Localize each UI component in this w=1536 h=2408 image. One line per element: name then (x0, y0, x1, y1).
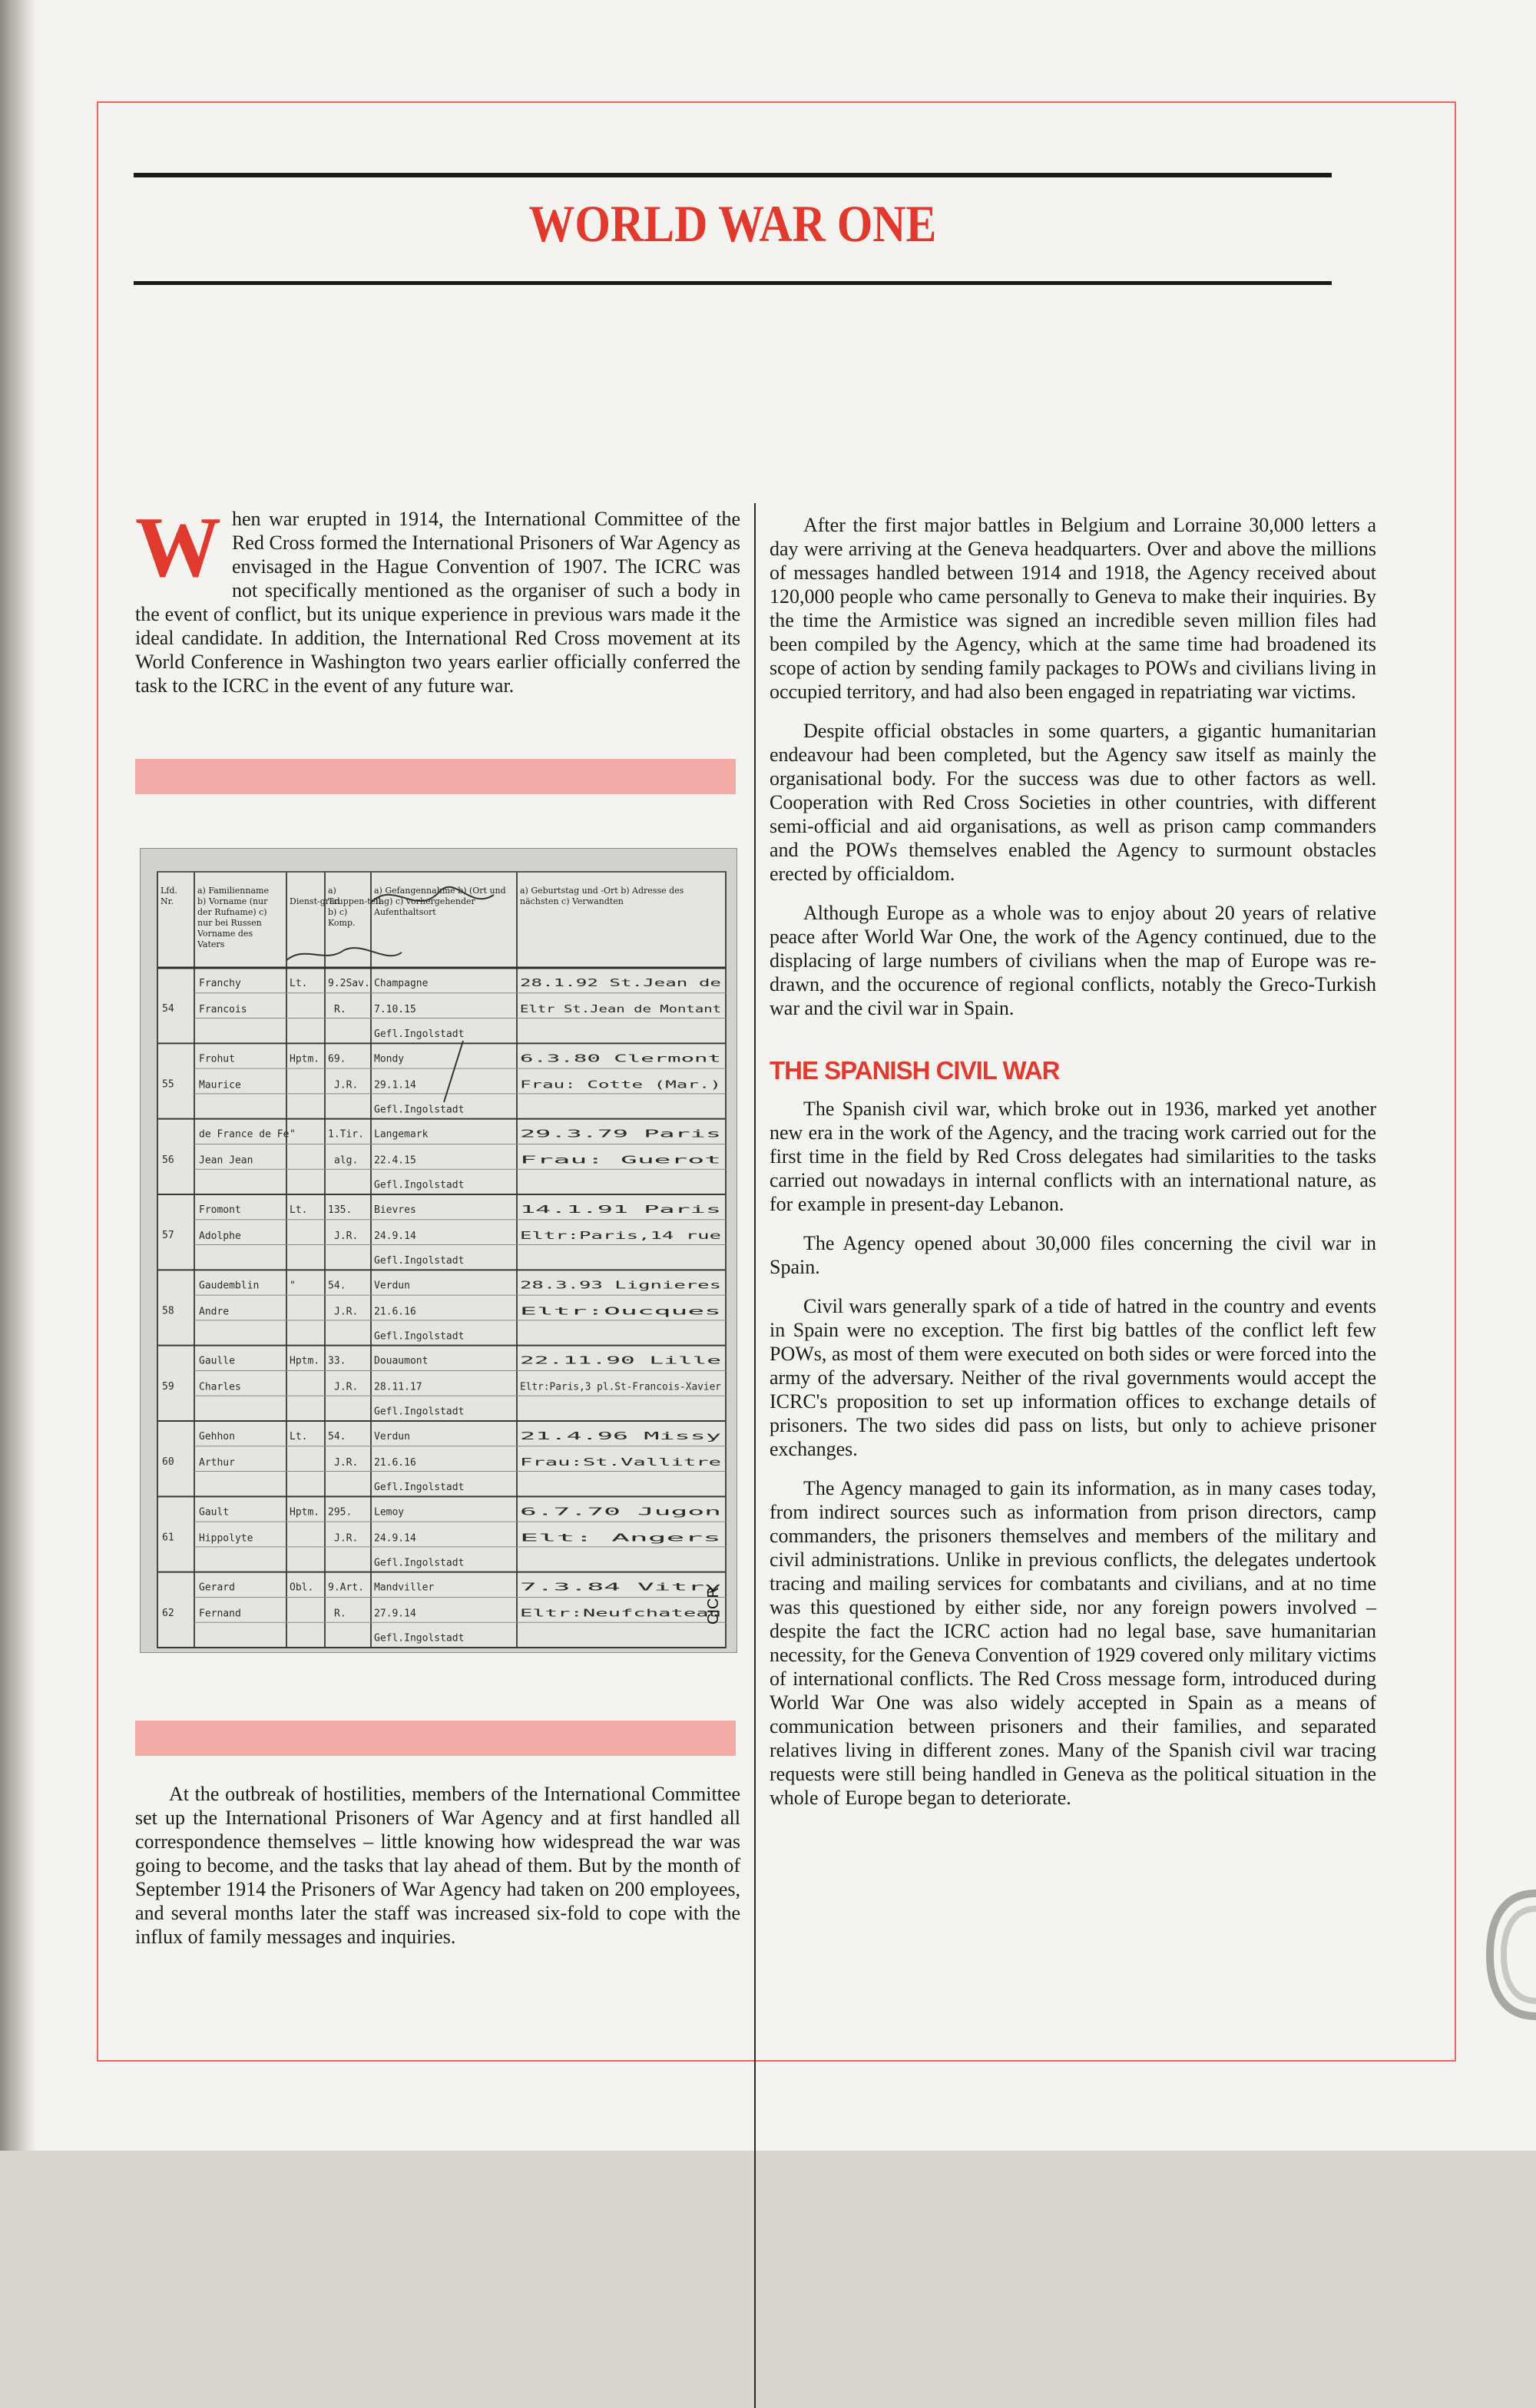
register-capture-place: Mondy (374, 1053, 405, 1065)
register-capture-date: 28.11.17 (374, 1381, 422, 1393)
register-relative-address: Frau:St.Vallitre (520, 1457, 722, 1469)
register-row-number: 57 (162, 1230, 174, 1242)
title-rule-top (134, 173, 1332, 177)
right-paragraph-2: Despite official obstacles in some quarters, a gigantic humanitarian endeavour had been completed, but the Agency saw itself as mainly the organisational body. For the success was due to other factors as well. Cooperation with Red Cross Societies in other countries, with different semi-official and aid organisations, as well as prison camp commanders and the POWs themselves enabled the Agency to surmount obstacles erected by officialdom. (770, 720, 1376, 885)
register-header-text: a) Familienname (197, 886, 269, 896)
register-unit: 1.Tir. (328, 1128, 364, 1141)
register-first-name: Andre (199, 1306, 230, 1318)
register-header-text: der Rufname) c) (197, 907, 267, 917)
register-capture-date: 29.1.14 (374, 1079, 416, 1091)
register-capture-date: 24.9.14 (374, 1532, 416, 1545)
register-family-name: de France de Fe (199, 1128, 290, 1141)
register-camp: Gefl.Ingolstadt (374, 1482, 465, 1493)
register-family-name: Gerard (199, 1582, 235, 1594)
right-paragraph-5: The Agency opened about 30,000 files concerning the civil war in Spain. (770, 1232, 1376, 1278)
register-header-text: Truppen-teil (328, 896, 382, 906)
register-relative-address: Frau: Guerot (520, 1154, 721, 1167)
register-unit: 69. (328, 1053, 346, 1065)
register-capture-place: Langemark (374, 1128, 429, 1141)
register-header-text: b) c) (328, 907, 348, 917)
register-rank: Hptm. (290, 1355, 320, 1367)
register-header-text: nächsten c) Verwandten (520, 896, 624, 906)
register-capture-place: Verdun (374, 1431, 410, 1442)
paper-clip-icon (1459, 1878, 1536, 2032)
register-rank: Obl. (290, 1582, 314, 1594)
register-birth: 14.1.91 Paris (520, 1204, 721, 1216)
register-unit: 33. (328, 1355, 346, 1367)
photo-credit: CICR (705, 1587, 722, 1625)
register-capture-date: 7.10.15 (374, 1004, 416, 1015)
drop-cap: W (135, 500, 221, 595)
register-capture-place: Lemoy (374, 1506, 405, 1519)
register-family-name: Gaudemblin (199, 1280, 260, 1292)
right-paragraph-4: The Spanish civil war, which broke out in 1936, marked yet another new era in the work of the Agency, and the tracing work carried out for the first time in the field by Red Cross delegates had similarities to the tasks carried out nowadays in internal conflicts with an international nature, as for example in present-day Lebanon. (770, 1098, 1376, 1215)
right-paragraph-3: Although Europe as a whole was to enjoy about 20 years of relative peace after World War One, the work of the Agency continued, due to the displacing of large numbers of civilians when the map of Europe was re-drawn, and the occurence of regional conflicts, notably the Greco-Turkish war and the civil war in Spain. (770, 902, 1376, 1019)
register-first-name: Francois (199, 1004, 247, 1015)
register-birth: 7.3.84 Vitry (520, 1582, 722, 1594)
register-capture-date: 21.6.16 (374, 1306, 416, 1318)
register-unit-detail: alg. (334, 1154, 359, 1167)
register-header-text: Aufenthaltsort (374, 907, 436, 917)
register-first-name: Hippolyte (199, 1532, 253, 1545)
register-header-text: Lfd. (161, 886, 177, 896)
page-title: WORLD WAR ONE (528, 194, 937, 253)
register-row-number: 61 (162, 1532, 174, 1544)
register-header-text: Tag) c) vorhergehender (374, 896, 475, 906)
register-birth: 22.11.90 Lille (520, 1355, 722, 1367)
register-family-name: Gault (199, 1506, 230, 1519)
register-family-name: Franchy (199, 978, 241, 989)
right-paragraph-7: The Agency managed to gain its information, as in many cases today, from indirect sources such as information from prison directors, camp commanders, the prisoners themselves and members of the military and civil administrations. Unlike in previous conflicts, the delegates undertook tracing and mailing services for combatants and civilians, and at no time was this questioned by either side, nor any foreign powers involved – despite the fact the ICRC action had no legal base, save humanitarian necessity, for the Geneva Convention of 1929 covered only military victims of international conflicts. The Red Cross message form, introduced during World War One was also widely accepted in Spain as a means of communication between prisoners and their families, and separated relatives living in different zones. Many of the Spanish civil war tracing requests were still being handled in Geneva as the political situation in the whole of Europe began to deteriorate. (770, 1477, 1376, 1809)
register-header-text: Dienst-grad (290, 896, 340, 906)
register-row-number: 54 (162, 1003, 174, 1015)
register-unit-detail: J.R. (334, 1457, 359, 1469)
register-unit: 295. (328, 1506, 353, 1519)
register-row-number: 56 (162, 1154, 174, 1166)
register-header-text: a) (328, 886, 336, 896)
register-row-number: 59 (162, 1380, 174, 1393)
register-capture-place: Verdun (374, 1280, 410, 1292)
register-relative-address: Eltr St.Jean de Montant (520, 1004, 721, 1015)
register-relative-address: Eltr:Paris,3 pl.St-Francois-Xavier (520, 1381, 722, 1393)
register-unit-detail: J.R. (334, 1532, 359, 1545)
pink-divider-bar (135, 1721, 736, 1756)
register-row-number: 58 (162, 1305, 174, 1317)
register-birth: 28.3.93 Lignieres (520, 1280, 721, 1292)
register-unit: 135. (328, 1204, 353, 1216)
register-first-name: Fernand (199, 1608, 241, 1620)
register-relative-address: Eltr:Oucques (520, 1306, 721, 1318)
register-birth: 29.3.79 Paris (520, 1128, 721, 1141)
register-rank: Hptm. (290, 1506, 320, 1519)
register-rank: Lt. (290, 1204, 308, 1216)
register-row-number: 55 (162, 1078, 174, 1091)
register-camp: Gefl.Ingolstadt (374, 1406, 465, 1418)
right-paragraph-1: After the first major battles in Belgium and Lorraine 30,000 letters a day were arriving at the Geneva headquarters. Over and above the millions of messages handled between 1914 and 1918, the Agency received about 120,000 people who came personally to Geneva to make their inquiries. By the time the Armistice was signed an incredible seven million files had been compiled by the Agency, which at the same time had broadened its scope of action by sending family packages to POWs and civilians living in occupied territory, and had also been engaged in repatriating war victims. (770, 514, 1376, 703)
register-camp: Gefl.Ingolstadt (374, 1255, 465, 1267)
prisoner-register-photo (140, 848, 737, 1653)
register-family-name: Fromont (199, 1204, 241, 1216)
register-birth: 6.3.80 Clermont (520, 1053, 721, 1065)
register-camp: Gefl.Ingolstadt (374, 1104, 465, 1116)
register-unit-detail: R. (334, 1004, 346, 1015)
register-relative-address: Elt: Angers (520, 1532, 721, 1545)
left-bottom-paragraph (135, 1782, 740, 1949)
register-camp: Gefl.Ingolstadt (374, 1028, 465, 1040)
register-family-name: Gaulle (199, 1355, 235, 1367)
register-rank: Lt. (290, 1431, 308, 1442)
register-capture-date: 24.9.14 (374, 1230, 416, 1242)
register-first-name: Arthur (199, 1457, 235, 1469)
register-relative-address: Eltr:Neufchateau (520, 1608, 721, 1620)
register-camp: Gefl.Ingolstadt (374, 1330, 465, 1343)
register-header-text: b) Vorname (nur (197, 896, 268, 906)
register-capture-place: Douaumont (374, 1355, 429, 1367)
register-header-text: Vaters (197, 939, 225, 949)
register-unit-detail: J.R. (334, 1381, 359, 1393)
register-unit-detail: J.R. (334, 1306, 359, 1318)
register-row-number: 62 (162, 1607, 174, 1619)
register-camp: Gefl.Ingolstadt (374, 1557, 465, 1569)
register-header-text: nur bei Russen (197, 918, 262, 928)
register-first-name: Maurice (199, 1079, 241, 1091)
intro-paragraph (135, 500, 740, 697)
register-first-name: Adolphe (199, 1230, 241, 1242)
register-capture-place: Champagne (374, 978, 429, 989)
pink-divider-bar (135, 759, 736, 794)
register-family-name: Gehhon (199, 1431, 235, 1442)
register-unit: 9.2Sav. (328, 978, 370, 989)
register-unit: 54. (328, 1280, 346, 1292)
register-header-text: Komp. (328, 918, 356, 928)
register-row-number: 60 (162, 1456, 174, 1469)
register-capture-date: 22.4.15 (374, 1154, 416, 1167)
register-capture-date: 21.6.16 (374, 1457, 416, 1469)
register-unit-detail: J.R. (334, 1079, 359, 1091)
register-relative-address: Frau: Cotte (Mar.) (520, 1079, 721, 1091)
register-camp: Gefl.Ingolstadt (374, 1179, 465, 1191)
register-camp: Gefl.Ingolstadt (374, 1632, 465, 1645)
register-header-text: Nr. (161, 896, 174, 906)
register-birth: 28.1.92 St.Jean de (520, 978, 722, 989)
register-header-text: a) Gefangennahme b) (Ort und (374, 886, 506, 896)
register-header-text: a) Geburtstag und -Ort b) Adresse des (520, 886, 684, 896)
register-rank: " (290, 1280, 296, 1292)
register-first-name: Charles (199, 1381, 241, 1393)
register-capture-place: Bievres (374, 1204, 416, 1216)
register-unit: 9.Art. (328, 1582, 364, 1594)
title-rule-bottom (134, 281, 1332, 285)
register-relative-address: Eltr:Paris,14 rue (520, 1230, 722, 1242)
register-unit-detail: J.R. (334, 1230, 359, 1242)
section-heading: THE SPANISH CIVIL WAR (770, 1056, 1060, 1085)
scan-binding-edge (0, 0, 37, 2151)
register-table-image (141, 849, 737, 1652)
register-family-name: Frohut (199, 1053, 235, 1065)
right-paragraph-6: Civil wars generally spark of a tide of hatred in the country and events in Spain were no exception. The first big battles of the conflict left few POWs, as most of them were executed on both sides or were forced into the army of the adversary. Neither of the rival governments would accept the ICRC's proposition to set up information offices to exchange details of prisoners. The two sides did pass on lists, but only to achieve prisoner exchanges. (770, 1295, 1376, 1460)
register-capture-date: 27.9.14 (374, 1608, 416, 1620)
register-birth: 6.7.70 Jugon (520, 1506, 721, 1519)
column-divider (754, 503, 756, 2408)
register-header-text: Vorname des (197, 929, 253, 939)
register-capture-place: Mandviller (374, 1582, 435, 1594)
register-birth: 21.4.96 Missy (520, 1431, 722, 1442)
register-rank: Lt. (290, 978, 308, 989)
register-unit-detail: R. (334, 1608, 346, 1620)
register-first-name: Jean Jean (199, 1154, 253, 1167)
register-rank: Hptm. (290, 1053, 320, 1065)
left-bottom-text: At the outbreak of hostilities, members of the International Committee set up the International Prisoners of War Agency and at first handled all correspondence themselves – little knowing how widespread the war was going to become, and the tasks that lay ahead of them. But by the month of September 1914 the Prisoners of War Agency had taken on 200 employees, and several months later the staff was increased six-fold to cope with the influx of family messages and inquiries. (135, 1783, 740, 1948)
register-unit: 54. (328, 1431, 346, 1442)
intro-text: hen war erupted in 1914, the International Committee of the Red Cross formed the International Prisoners of War Agency as envisaged in the Hague Convention of 1907. The ICRC was not specifically mentioned as the organiser of such a body in the event of conflict, but its unique experience in previous wars made it the ideal candidate. In addition, the International Red Cross movement at its World Conference in Washington two years earlier officially conferred the task to the ICRC in the event of any future war. (135, 508, 740, 697)
register-rank: " (290, 1128, 296, 1141)
right-column (770, 513, 1376, 1825)
